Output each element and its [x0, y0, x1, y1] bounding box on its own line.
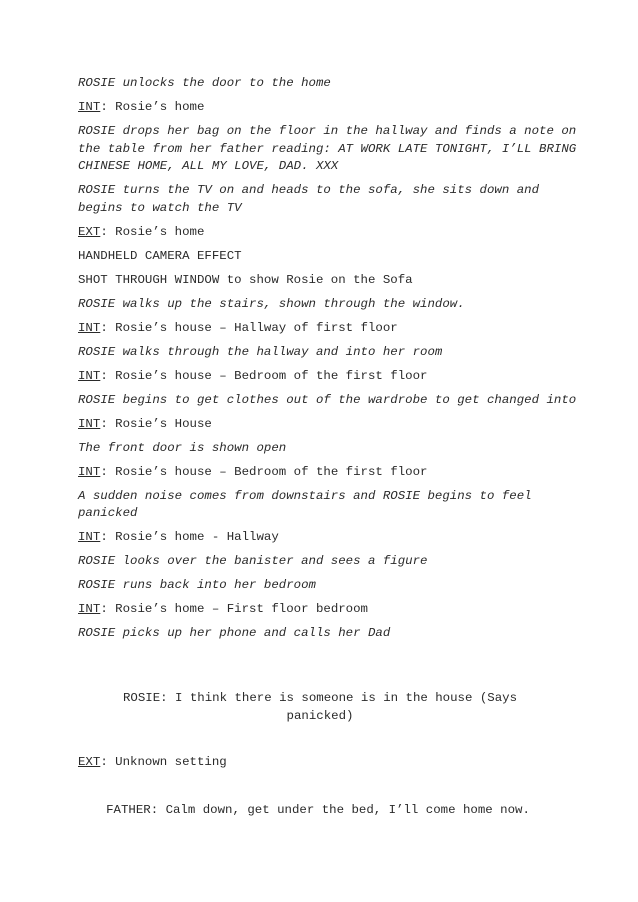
scene-heading: [78, 224, 578, 242]
action-line: ROSIE begins to get clothes out of the wardrobe to get changed into: [78, 392, 577, 407]
scene-tag: INT: [78, 602, 101, 616]
action-line: ROSIE walks up the stairs, shown through the window.: [78, 296, 465, 311]
scene-location: : Rosie’s home – First floor bedroom: [100, 602, 368, 616]
scene-location: : Rosie’s home - Hallway: [100, 530, 279, 544]
action-line: ROSIE walks through the hallway and into her room: [78, 344, 443, 359]
scene-tag: INT: [78, 416, 101, 431]
action-line: A sudden noise comes from downstairs and ROSIE begins to feel panicked: [78, 488, 532, 520]
scene-heading: [78, 529, 578, 547]
action-line: ROSIE unlocks the door to the home: [78, 76, 331, 90]
scene-location: : Rosie’s home: [100, 100, 205, 114]
action-line: ROSIE runs back into her bedroom: [78, 578, 316, 592]
scene-location: : Rosie’s home: [100, 224, 205, 239]
scene-location: : Rosie’s house – Hallway of first floor: [100, 320, 398, 335]
scene-tag: INT: [78, 464, 101, 479]
scene-tag: INT: [78, 100, 101, 114]
scene-tag: INT: [78, 530, 101, 544]
action-line: The front door is shown open: [78, 440, 287, 455]
scene-location: : Rosie’s house – Bedroom of the first floor: [100, 368, 428, 383]
scene-heading: [78, 464, 578, 482]
direction-line: HANDHELD CAMERA EFFECT: [78, 248, 242, 263]
scene-tag: INT: [78, 320, 101, 335]
scene-heading: [78, 368, 578, 386]
scene-tag: INT: [78, 368, 101, 383]
script-body: [78, 75, 578, 649]
action-line: ROSIE turns the TV on and heads to the sofa, she sits down and begins to watch the TV: [78, 183, 540, 215]
scene-heading-unknown: [78, 754, 227, 772]
scene-location: : Rosie’s house – Bedroom of the first floor: [100, 464, 428, 479]
scene-tag: EXT: [78, 755, 101, 769]
scene-location: : Unknown setting: [100, 755, 227, 769]
action-line: ROSIE drops her bag on the floor in the hallway and finds a note on the table from her father reading: AT WORK LATE TONIGHT, I’LL BRING CHINESE HOME, ALL MY LOVE, DAD. XXX: [78, 124, 577, 173]
direction-line: SHOT THROUGH WINDOW to show Rosie on the Sofa: [78, 272, 413, 287]
scene-tag: EXT: [78, 224, 101, 239]
scene-location: : Rosie’s House: [100, 416, 212, 431]
scene-heading: [78, 601, 578, 619]
action-line: ROSIE picks up her phone and calls her Dad: [78, 626, 391, 640]
scene-heading: [78, 320, 578, 338]
scene-heading: [78, 99, 578, 117]
rosie-dialogue: ROSIE: I think there is someone is in the house (Says panicked): [122, 691, 518, 723]
scene-heading: [78, 416, 578, 434]
father-dialogue: FATHER: Calm down, get under the bed, I’ll come home now.: [106, 803, 530, 817]
action-line: ROSIE looks over the banister and sees a figure: [78, 554, 428, 568]
